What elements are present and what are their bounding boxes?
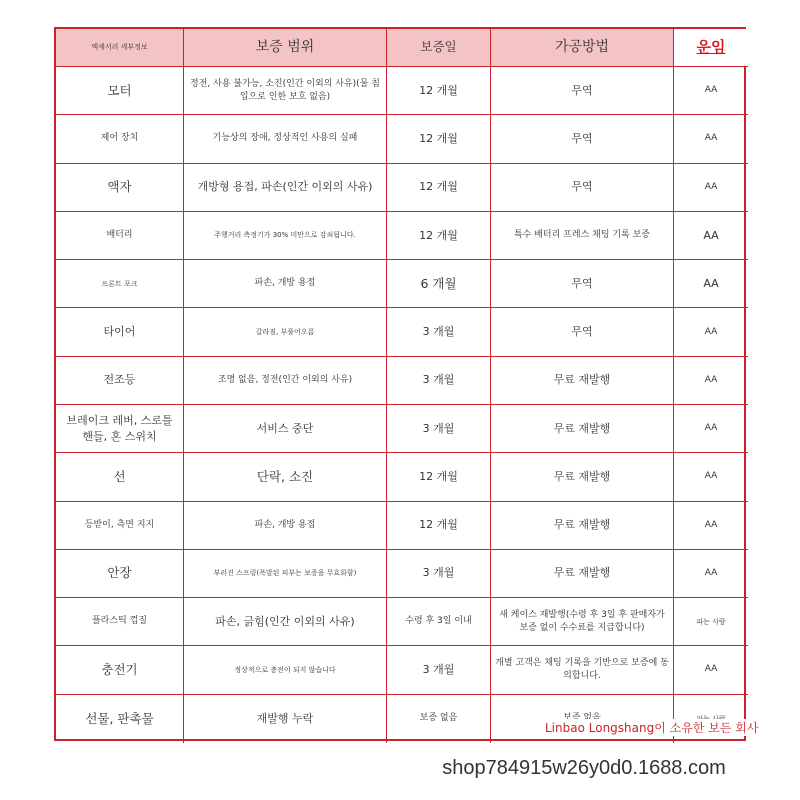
row-13-part: 선물, 판촉물 xyxy=(56,695,184,743)
row-0-method: 무역 xyxy=(491,67,674,115)
row-5-period: 3 개월 xyxy=(387,308,491,356)
row-2-method: 무역 xyxy=(491,164,674,212)
row-8-scope: 단락, 소진 xyxy=(184,453,387,501)
row-1-part: 제어 장치 xyxy=(56,115,184,163)
row-0-part: 모터 xyxy=(56,67,184,115)
header-part: 액세서리 세부정보 xyxy=(56,29,184,67)
row-4-fee: AA xyxy=(674,260,748,308)
watermark-text: Linbao Longshang이 소유한 보든 회사 xyxy=(545,721,759,735)
row-12-scope: 정상적으로 충전이 되지 않습니다 xyxy=(184,646,387,694)
shop-url: shop784915w26y0d0.1688.com xyxy=(442,757,726,779)
row-12-part: 충전기 xyxy=(56,646,184,694)
row-4-method: 무역 xyxy=(491,260,674,308)
row-11-scope: 파손, 긁힘(인간 이외의 사유) xyxy=(184,598,387,646)
row-10-period: 3 개월 xyxy=(387,550,491,598)
row-8-method: 무료 재발행 xyxy=(491,453,674,501)
row-7-scope: 서비스 중단 xyxy=(184,405,387,453)
row-10-method: 무료 재발행 xyxy=(491,550,674,598)
row-9-part: 등받이, 측면 지지 xyxy=(56,502,184,550)
row-1-fee: AA xyxy=(674,115,748,163)
row-10-scope: 부러진 스프링(폭발된 피부는 보증을 무효화함) xyxy=(184,550,387,598)
row-0-period: 12 개월 xyxy=(387,67,491,115)
row-4-scope: 파손, 개방 용접 xyxy=(184,260,387,308)
row-4-period: 6 개월 xyxy=(387,260,491,308)
row-9-period: 12 개월 xyxy=(387,502,491,550)
row-2-fee: AA xyxy=(674,164,748,212)
row-9-scope: 파손, 개방 용접 xyxy=(184,502,387,550)
row-5-fee: AA xyxy=(674,308,748,356)
row-8-part: 선 xyxy=(56,453,184,501)
row-8-fee: AA xyxy=(674,453,748,501)
row-2-period: 12 개월 xyxy=(387,164,491,212)
row-1-scope: 기능상의 장애, 정상적인 사용의 실패 xyxy=(184,115,387,163)
row-3-fee: AA xyxy=(674,212,748,260)
row-3-scope: 주행거리 측정기가 30% 미만으로 감쇠됩니다. xyxy=(184,212,387,260)
row-2-scope: 개방형 용접, 파손(인간 이외의 사유) xyxy=(184,164,387,212)
row-6-part: 전조등 xyxy=(56,357,184,405)
header-scope: 보증 범위 xyxy=(184,29,387,67)
row-13-scope: 재발행 누락 xyxy=(184,695,387,743)
row-0-fee: AA xyxy=(674,67,748,115)
row-5-part: 타이어 xyxy=(56,308,184,356)
row-7-method: 무료 재발행 xyxy=(491,405,674,453)
row-10-part: 안장 xyxy=(56,550,184,598)
row-6-period: 3 개월 xyxy=(387,357,491,405)
row-9-method: 무료 재발행 xyxy=(491,502,674,550)
row-3-part: 배터리 xyxy=(56,212,184,260)
row-12-method: 개별 고객은 채팅 기록을 기반으로 보증에 동의합니다. xyxy=(491,646,674,694)
row-12-period: 3 개월 xyxy=(387,646,491,694)
row-7-part: 브레이크 레버, 스로틀 핸들, 혼 스위치 xyxy=(56,405,184,453)
row-11-method: 새 케이스 재발행(수령 후 3일 후 판매자가 보증 없이 수수료를 지급합니다) xyxy=(491,598,674,646)
row-7-period: 3 개월 xyxy=(387,405,491,453)
header-fee: 운임 xyxy=(674,29,748,67)
row-0-scope: 정전, 사용 불가능, 소진(인간 이외의 사유)(물 침입으로 인한 보호 없음) xyxy=(184,67,387,115)
row-7-fee: AA xyxy=(674,405,748,453)
row-11-fee: 파는 사람 xyxy=(674,598,748,646)
row-3-period: 12 개월 xyxy=(387,212,491,260)
row-9-fee: AA xyxy=(674,502,748,550)
row-12-fee: AA xyxy=(674,646,748,694)
row-6-fee: AA xyxy=(674,357,748,405)
row-11-period: 수령 후 3일 이내 xyxy=(387,598,491,646)
row-5-method: 무역 xyxy=(491,308,674,356)
row-3-method: 특수 배터리 프레스 채팅 기록 보증 xyxy=(491,212,674,260)
row-1-period: 12 개월 xyxy=(387,115,491,163)
row-5-scope: 갈라짐, 부풀어오름 xyxy=(184,308,387,356)
row-8-period: 12 개월 xyxy=(387,453,491,501)
header-period: 보증일 xyxy=(387,29,491,67)
row-4-part: 프론트 포크 xyxy=(56,260,184,308)
row-1-method: 무역 xyxy=(491,115,674,163)
row-6-method: 무료 재발행 xyxy=(491,357,674,405)
row-6-scope: 조명 없음, 정전(인간 이외의 사유) xyxy=(184,357,387,405)
row-13-period: 보증 없음 xyxy=(387,695,491,743)
row-2-part: 액자 xyxy=(56,164,184,212)
warranty-table xyxy=(54,27,746,741)
row-10-fee: AA xyxy=(674,550,748,598)
row-11-part: 플라스틱 껍질 xyxy=(56,598,184,646)
header-method: 가공방법 xyxy=(491,29,674,67)
